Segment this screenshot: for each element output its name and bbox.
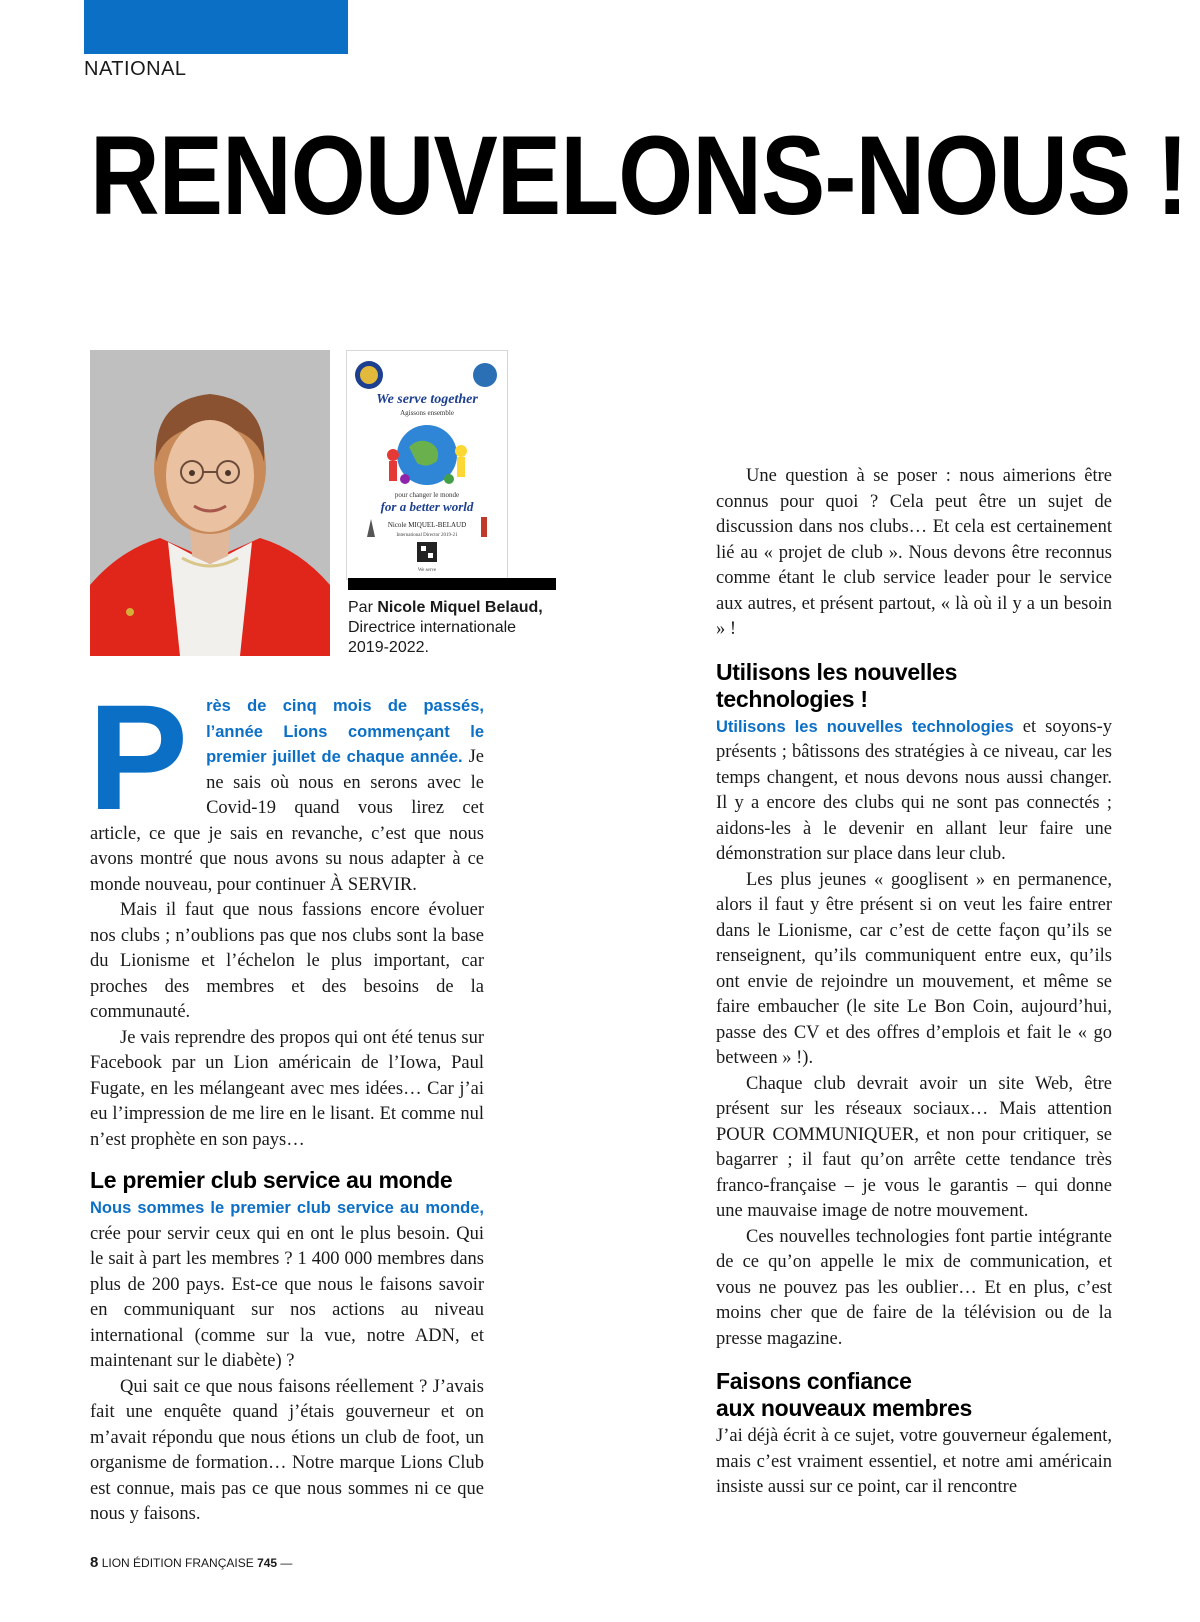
section3-heading-line2: aux nouveaux membres — [716, 1395, 973, 1421]
section2-text: et soyons-y présents ; bâtissons des stratégies à ce niveau, car les temps changent, et nous devons nous aussi changer. Il y a encore des clubs qui ne sont pas connectés ; aidons-les à le devenir en allant leur faire une démonstration sur place dans leur club. — [716, 716, 1112, 864]
intro-lead: rès de cinq mois de passés, l’année Lions commençant le premier juillet de chaque année. — [206, 697, 484, 766]
left-column — [88, 673, 484, 1528]
section3-heading-line1: Faisons confiance — [716, 1368, 912, 1394]
intro-text: Je ne sais où nous en serons avec le Covid-19 quand vous lirez cet article, ce que je sais en revanche, c’est que nous avons montré que nous avons su nous adapter à ce monde nouveau, pour continuer À SERVIR. — [90, 747, 484, 895]
left-paragraph-1: Mais il faut que nous fassions encore évoluer nos clubs ; n’oublions pas que nos clubs sont la base du Lionisme et l’échelon le plus important, car proches des membres et des besoins de la communauté. — [90, 900, 484, 1022]
badge-closing: We serve — [417, 568, 437, 573]
intro-paragraph — [88, 673, 484, 898]
section-label: NATIONAL — [84, 58, 187, 80]
drop-cap: P — [88, 673, 189, 841]
section2-heading-line2: technologies ! — [716, 685, 868, 712]
issue-number: 745 — [257, 1556, 278, 1570]
author-photo — [90, 350, 330, 656]
page-title: RENOUVELONS-NOUS ! — [90, 113, 1188, 238]
right-column — [716, 464, 1112, 1501]
section1-paragraph-1 — [90, 1196, 484, 1375]
section2-paragraph-1 — [716, 715, 1112, 868]
emblem-icon — [473, 363, 497, 387]
right-intro-paragraph: Une question à se poser : nous aimerions être connus pour quoi ? Cela peut être un sujet de discussion dans nos clubs… Et cela est certainement lié au « projet de club ». Nous devons être reconnus comme étant le club service leader pour le service aux autres, et présent partout, « là où il y a un besoin » ! — [716, 466, 1112, 639]
byline-role: Directrice internationale — [348, 619, 517, 636]
section1-paragraph-2: Qui sait ce que nous faisons réellement ? J’avais fait une enquête quand j’étais gouverneur et on m’avait répondu que nous étions un club de foot, un organisme de formation… Notre marque Lions Club est connue, mais pas ce que nous sommes ni ce que nous y faisons. — [90, 1376, 484, 1524]
section1-lead: Nous sommes le premier club service au monde, — [90, 1199, 484, 1217]
section2-paragraph-4: Ces nouvelles technologies font partie intégrante de ce qu’on appelle le mix de communication, et vous ne pouvez pas les oublier… Et en plus, c’est moins cher que de faire de la télévision ou de la presse magazine. — [716, 1226, 1112, 1349]
byline-rule — [348, 578, 556, 590]
page-footer: 8 LION ÉDITION FRANÇAISE 745 — — [90, 1554, 293, 1571]
magazine-name: LION ÉDITION FRANÇAISE — [101, 1556, 254, 1570]
left-paragraph-2: Je vais reprendre des propos qui ont été tenus sur Facebook par un Lion américain de l’Iowa, Paul Fugate, en les mélangeant avec mes idées… Car j’ai eu l’impression de me lire en le lisant. Et comme nul n’est prophète en son pays… — [90, 1027, 484, 1150]
badge-role: International Director 2019-21 — [396, 533, 458, 538]
statue-icon — [481, 517, 487, 537]
lions-badge — [346, 350, 508, 580]
page-number: 8 — [90, 1554, 99, 1571]
section2-lead: Utilisons les nouvelles technologies — [716, 717, 1014, 736]
badge-tagline: for a better world — [380, 499, 474, 514]
byline-prefix: Par — [348, 599, 373, 616]
badge-tagline-fr: pour changer le monde — [394, 491, 460, 499]
section2-heading — [716, 659, 1112, 713]
section3-heading — [716, 1368, 1112, 1422]
section1-text: crée pour servir ceux qui en ont le plus besoin. Qui le sait à part les membres ? 1 400 000 membres dans plus de 200 pays. Est-ce que nous le faisons savoir en communiquant sur nos actions au niveau international (comme sur la vue, notre ADN, et maintenant sur le diabète) ? — [90, 1223, 484, 1371]
badge-motto: We serve together — [376, 392, 478, 407]
eiffel-tower-icon — [367, 519, 375, 537]
badge-name: Nicole MIQUEL-BELAUD — [387, 521, 467, 529]
section2-paragraph-2: Les plus jeunes « googlisent » en permanence, alors il faut y être présent si on veut les faire entrer dans le Lionisme, car c’est de cette façon qu’ils se renseignent, qu’ils communiquent entre eux, qu’ils ont envie de rejoindre un mouvement, et même se faire embaucher (le site Le Bon Coin, aujourd’hui, passe des CV et des offres d’emplois et fait le « go between » !). — [716, 869, 1112, 1068]
top-accent-bar — [84, 0, 348, 54]
section2-paragraph-3: Chaque club devrait avoir un site Web, être présent sur les réseaux sociaux… Mais attention POUR COMMUNIQUER, et non pour critiquer, se bagarrer ; il faut qu’on arrête cette tendance très franco-française – je vous le garantis – qui donne une mauvaise image de notre mouvement. — [716, 1073, 1112, 1221]
byline — [348, 598, 578, 658]
badge-motto-fr: Agissons ensemble — [400, 409, 454, 417]
section1-heading: Le premier club service au monde — [90, 1167, 453, 1193]
byline-term: 2019-2022. — [348, 639, 429, 656]
qr-code — [417, 542, 437, 562]
byline-author: Nicole Miquel Belaud, — [377, 599, 543, 616]
section3-paragraph-1: J’ai déjà écrit à ce sujet, votre gouverneur également, mais c’est vraiment essentiel, et notre ami américain insiste aussi sur ce point, car il rencontre — [716, 1426, 1112, 1497]
section2-heading-line1: Utilisons les nouvelles — [716, 658, 958, 685]
